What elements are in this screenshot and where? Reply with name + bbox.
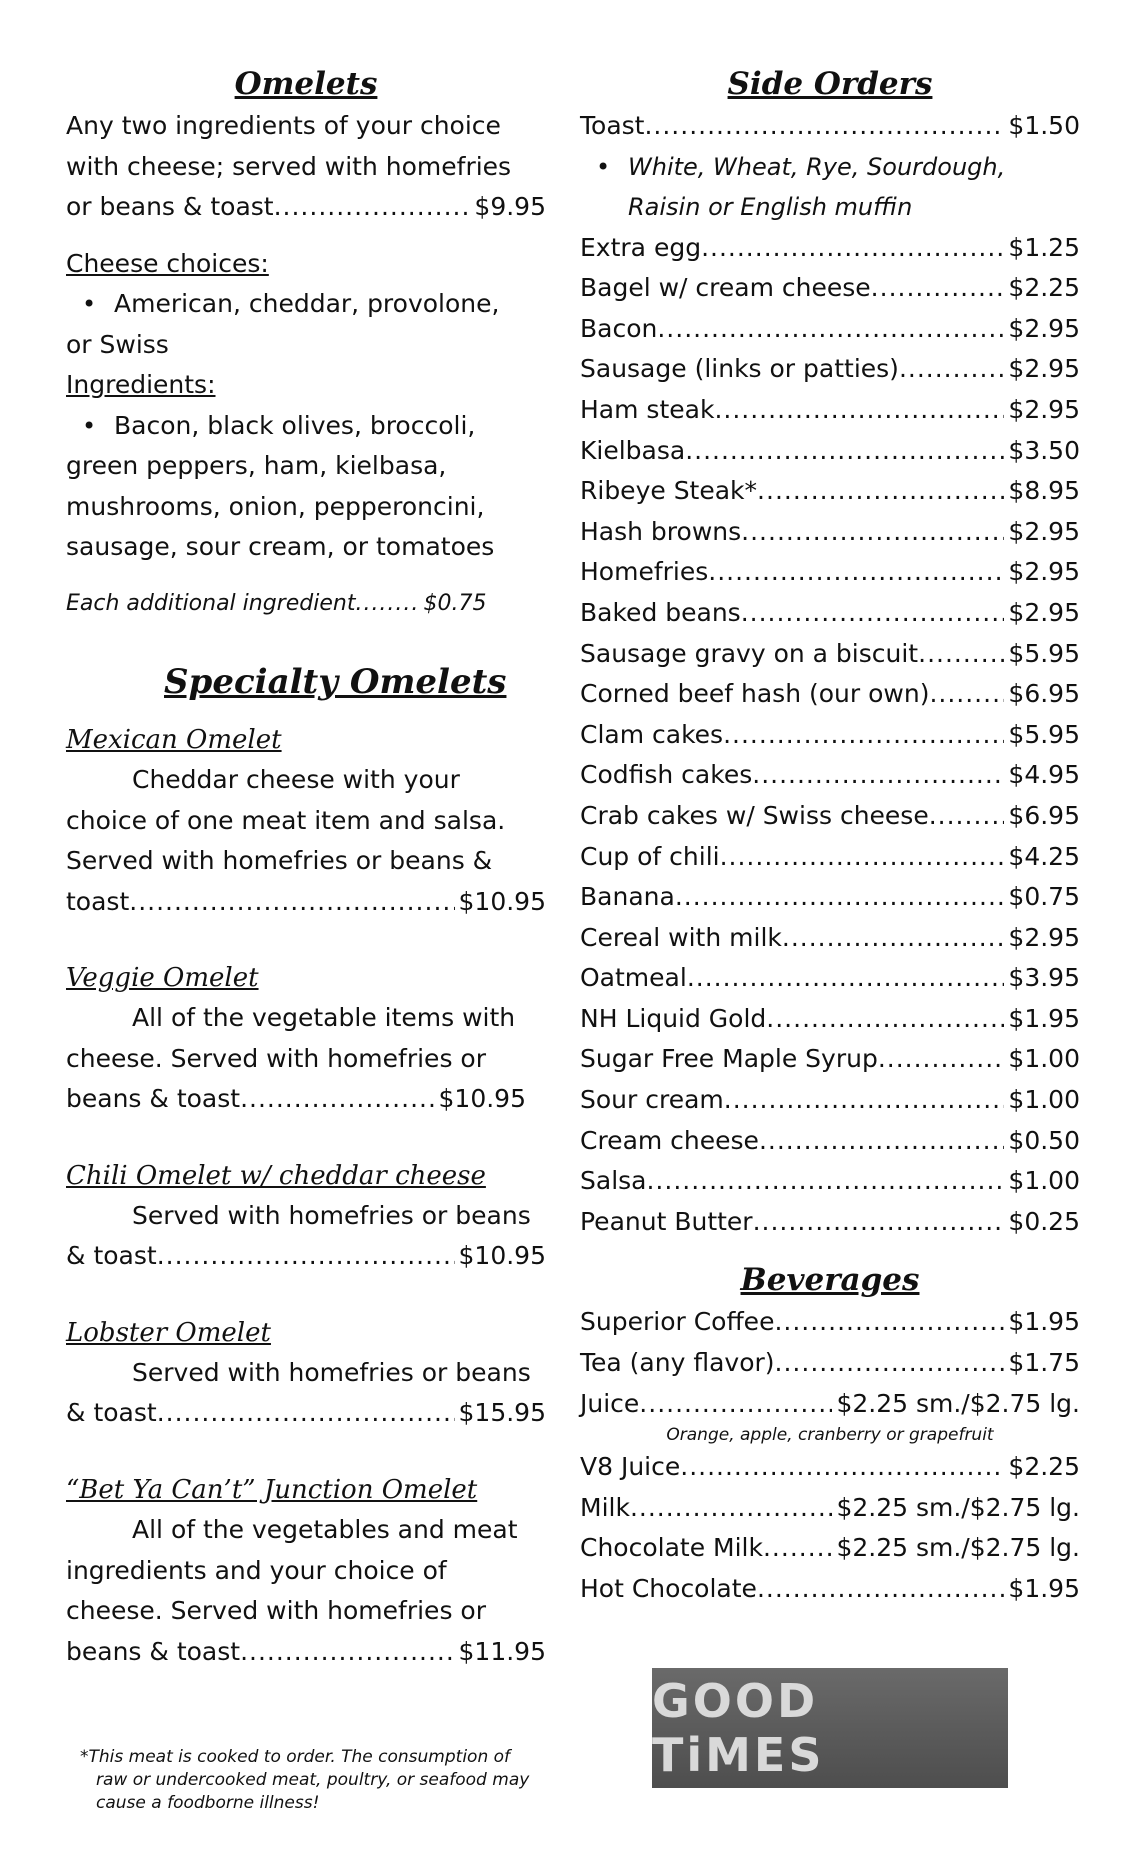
specialty-item-desc: choice of one meat item and salsa.	[66, 805, 506, 835]
side-order-price: $1.50	[1008, 111, 1080, 140]
menu-item-label: Peanut Butter	[580, 1206, 753, 1236]
menu-item-label: Sugar Free Maple Syrup	[580, 1044, 878, 1074]
ingredients-line: • Bacon, black olives, broccoli,	[66, 406, 546, 447]
menu-item-price: $2.95	[1008, 922, 1080, 952]
menu-item-label: Sausage (links or patties)	[580, 354, 899, 384]
leader-dots	[929, 674, 1004, 715]
specialty-price: $15.95	[458, 1398, 546, 1428]
menu-item-row	[580, 512, 1080, 553]
menu-item-label: Cup of chili	[580, 841, 720, 871]
cheese-choices-line: • American, cheddar, provolone,	[66, 284, 546, 325]
menu-item-price: $4.95	[1008, 760, 1080, 790]
juice-note: Orange, apple, cranberry or grapefruit	[666, 1425, 994, 1446]
menu-item-row	[580, 309, 1080, 350]
leader-dots	[759, 1121, 1004, 1162]
menu-item-row	[580, 674, 1080, 715]
menu-item-row	[580, 471, 1080, 512]
side-order-row	[580, 106, 1080, 147]
leader-dots	[657, 309, 1004, 350]
leader-dots	[630, 1488, 833, 1529]
menu-item-price: $0.75	[1008, 882, 1080, 912]
menu-item-row	[580, 1302, 1080, 1343]
menu-item-label: Salsa	[580, 1166, 647, 1196]
leader-dots	[723, 715, 1004, 756]
beverages-title: Beverages	[740, 1262, 920, 1299]
specialty-price-label: beans & toast	[66, 1636, 241, 1666]
leader-dots	[639, 1384, 832, 1425]
additional-ingredient-row	[66, 584, 546, 625]
menu-item-label: Chocolate Milk	[580, 1533, 763, 1563]
specialty-price-label: & toast	[66, 1398, 157, 1428]
menu-item-price: $1.00	[1008, 1085, 1080, 1115]
toast-types-line: Raisin or English muffin	[628, 193, 913, 222]
menu-item-label: Superior Coffee	[580, 1307, 775, 1337]
leader-dots	[899, 349, 1004, 390]
leader-dots	[708, 552, 1004, 593]
specialty-title: Specialty Omelets	[164, 662, 507, 703]
ingredients-line: sausage, sour cream, or tomatoes	[66, 532, 495, 562]
footnote-line: cause a foodborne illness!	[96, 1793, 320, 1813]
specialty-item-desc: Served with homefries or beans &	[66, 846, 493, 876]
menu-item-price: $0.50	[1008, 1125, 1080, 1155]
omelets-price: $9.95	[474, 192, 546, 221]
footnote-line: raw or undercooked meat, poultry, or seafood may	[96, 1770, 530, 1790]
menu-item-price: $2.95	[1008, 597, 1080, 627]
menu-item-price: $1.25	[1008, 232, 1080, 262]
leader-dots	[240, 1079, 434, 1120]
menu-item-label: Tea (any flavor)	[580, 1348, 775, 1378]
leader-dots	[714, 390, 1004, 431]
menu-item-row	[580, 796, 1080, 837]
good-times-sign-image	[652, 1668, 1008, 1788]
specialty-item-desc: cheese. Served with homefries or	[66, 1043, 486, 1073]
menu-item-label: Kielbasa	[580, 435, 686, 465]
toast-types-line: • White, Wheat, Rye, Sourdough,	[580, 147, 1080, 188]
specialty-price: $10.95	[458, 886, 546, 916]
menu-item-price: $5.95	[1008, 719, 1080, 749]
menu-item-row	[580, 1080, 1080, 1121]
specialty-item-desc: Cheddar cheese with your	[132, 765, 460, 795]
leader-dots	[646, 1161, 1004, 1202]
menu-item-row	[580, 1528, 1080, 1569]
specialty-item-desc: All of the vegetables and meat	[132, 1515, 518, 1545]
menu-item-row	[580, 1384, 1080, 1425]
menu-item-price: $2.25	[1008, 273, 1080, 303]
leader-dots	[753, 1202, 1005, 1243]
leader-dots	[724, 1080, 1005, 1121]
ingredients-heading: Ingredients:	[66, 370, 216, 400]
omelets-desc-line: with cheese; served with homefries	[66, 151, 512, 181]
menu-item-label: Extra egg	[580, 232, 702, 262]
leader-dots	[240, 1632, 454, 1673]
specialty-item-desc: ingredients and your choice of	[66, 1555, 447, 1585]
menu-item-row	[580, 1121, 1080, 1162]
food-safety-footnote	[80, 1746, 540, 1815]
menu-item-price: $4.25	[1008, 841, 1080, 871]
menu-item-label: Cereal with milk	[580, 922, 782, 952]
side-orders-list	[580, 228, 1080, 1243]
menu-item-price: $1.00	[1008, 1166, 1080, 1196]
menu-item-price: $6.95	[1008, 800, 1080, 830]
menu-item-row	[580, 1161, 1080, 1202]
menu-item-label: Milk	[580, 1492, 630, 1522]
leader-dots	[757, 1569, 1004, 1610]
specialty-price-row	[66, 1236, 546, 1277]
leader-dots	[644, 106, 1004, 147]
menu-item-price: $0.25	[1008, 1206, 1080, 1236]
menu-item-row	[580, 837, 1080, 878]
leader-dots	[157, 1236, 455, 1277]
footnote-line: *This meat is cooked to order. The consumption of	[80, 1747, 511, 1767]
specialty-price-row	[66, 1632, 546, 1673]
menu-item-label: Crab cakes w/ Swiss cheese	[580, 800, 929, 830]
leader-dots	[763, 1528, 832, 1569]
menu-item-row	[580, 755, 1080, 796]
menu-item-price: $1.75	[1008, 1348, 1080, 1378]
menu-item-price: $3.95	[1008, 963, 1080, 993]
menu-item-label: Corned beef hash (our own)	[580, 679, 930, 709]
menu-item-label: Homefries	[580, 557, 709, 587]
menu-item-price: $2.25 sm./$2.75 lg.	[836, 1388, 1080, 1418]
menu-item-price: $1.95	[1008, 1574, 1080, 1603]
menu-item-label: NH Liquid Gold	[580, 1003, 767, 1033]
menu-item-price: $5.95	[1008, 638, 1080, 668]
menu-item-row	[580, 918, 1080, 959]
menu-item-row	[580, 268, 1080, 309]
leader-dots	[274, 187, 471, 228]
menu-item-row	[580, 1488, 1080, 1529]
menu-item-row	[580, 1343, 1080, 1384]
leader-dots	[918, 634, 1004, 675]
menu-item-price: $2.95	[1008, 516, 1080, 546]
specialty-price: $11.95	[458, 1636, 546, 1666]
menu-item-label: Sour cream	[580, 1085, 724, 1115]
menu-item-label: Ham steak	[580, 394, 715, 424]
menu-item-price: $1.95	[1008, 1307, 1080, 1337]
menu-item-label: Oatmeal	[580, 963, 687, 993]
menu-item-row	[580, 349, 1080, 390]
menu-item-label: Baked beans	[580, 597, 741, 627]
leader-dots	[741, 593, 1005, 634]
beverages-list	[580, 1447, 1080, 1609]
menu-item-label: Codfish cakes	[580, 760, 753, 790]
specialty-item-name: Veggie Omelet	[66, 963, 259, 994]
leader-dots	[774, 1302, 1004, 1343]
menu-item-price: $3.50	[1008, 435, 1080, 465]
menu-item-price: $2.25 sm./$2.75 lg.	[836, 1533, 1080, 1563]
leader-dots	[929, 796, 1005, 837]
menu-item-row	[580, 958, 1080, 999]
specialty-price-row	[66, 1079, 526, 1120]
menu-item-price: $2.95	[1008, 394, 1080, 424]
specialty-item-desc: All of the vegetable items with	[132, 1003, 516, 1033]
leader-dots	[871, 268, 1005, 309]
menu-item-price: $2.25	[1008, 1452, 1080, 1482]
leader-dots	[782, 918, 1005, 959]
menu-item-label: Sausage gravy on a biscuit	[580, 638, 919, 668]
menu-item-price: $2.95	[1008, 313, 1080, 343]
leader-dots	[701, 228, 1004, 269]
right-column	[580, 62, 1080, 1610]
specialty-item-desc: cheese. Served with homefries or	[66, 1596, 486, 1626]
leader-dots	[129, 882, 454, 923]
ingredients-line: green peppers, ham, kielbasa,	[66, 451, 447, 481]
specialty-item-desc: Served with homefries or beans	[132, 1200, 531, 1230]
menu-item-price: $1.95	[1008, 1003, 1080, 1033]
leader-dots	[720, 837, 1005, 878]
leader-dots	[687, 958, 1005, 999]
menu-item-label: Hot Chocolate	[580, 1574, 757, 1603]
leader-dots	[775, 1343, 1005, 1384]
leader-dots	[878, 1039, 1005, 1080]
menu-item-price: $6.95	[1008, 679, 1080, 709]
leader-dots	[752, 755, 1004, 796]
leader-dots	[757, 471, 1004, 512]
additional-label: Each additional ingredient	[66, 590, 356, 616]
menu-item-label: V8 Juice	[580, 1452, 681, 1482]
leader-dots	[685, 431, 1004, 472]
menu-item-row	[580, 390, 1080, 431]
menu-item-row	[580, 431, 1080, 472]
specialty-price-label: & toast	[66, 1241, 157, 1271]
menu-item-row	[580, 1039, 1080, 1080]
leader-dots	[355, 584, 419, 625]
leader-dots	[157, 1393, 455, 1434]
beverages-list	[580, 1302, 1080, 1424]
menu-item-label: Bagel w/ cream cheese	[580, 273, 871, 303]
specialty-price-row	[66, 1393, 546, 1434]
sign-text: GOOD TiMES	[652, 1674, 825, 1782]
menu-item-row	[580, 715, 1080, 756]
specialty-item-name: Lobster Omelet	[66, 1317, 271, 1348]
omelets-price-label: or beans & toast	[66, 192, 274, 221]
specialty-item-desc: Served with homefries or beans	[132, 1357, 531, 1387]
menu-item-price: $8.95	[1008, 476, 1080, 506]
menu-item-price: $2.95	[1008, 354, 1080, 384]
menu-item-label: Banana	[580, 882, 675, 912]
ingredients-line: mushrooms, onion, pepperoncini,	[66, 491, 485, 521]
menu-item-row	[580, 552, 1080, 593]
menu-item-label: Hash browns	[580, 516, 742, 546]
menu-item-label: Bacon	[580, 313, 658, 343]
specialty-item-name: Mexican Omelet	[66, 725, 282, 756]
menu-item-label: Juice	[580, 1388, 640, 1418]
menu-item-label: Ribeye Steak*	[580, 476, 758, 506]
menu-item-row	[580, 1202, 1080, 1243]
specialty-price-label: toast	[66, 886, 130, 916]
cheese-choices-line: or Swiss	[66, 329, 169, 359]
specialty-price: $10.95	[458, 1241, 546, 1271]
menu-item-row	[580, 593, 1080, 634]
omelets-desc-line: Any two ingredients of your choice	[66, 111, 501, 140]
leader-dots	[680, 1447, 1004, 1488]
cheese-heading: Cheese choices:	[66, 248, 269, 278]
menu-item-label: Clam cakes	[580, 719, 724, 749]
left-column	[66, 62, 546, 1672]
menu-item-row	[580, 1569, 1080, 1610]
specialty-price-row	[66, 882, 546, 923]
specialty-price-label: beans & toast	[66, 1084, 241, 1114]
menu-item-row	[580, 634, 1080, 675]
specialty-price: $10.95	[438, 1084, 526, 1114]
menu-item-row	[580, 1447, 1080, 1488]
specialty-item-name: Chili Omelet w/ cheddar cheese	[66, 1160, 486, 1191]
menu-item-price: $2.25 sm./$2.75 lg.	[836, 1492, 1080, 1522]
menu-item-row	[580, 228, 1080, 269]
menu-item-label: Cream cheese	[580, 1125, 759, 1155]
menu-item-price: $1.00	[1008, 1044, 1080, 1074]
menu-item-row	[580, 999, 1080, 1040]
specialty-item-name: “Bet Ya Can’t” Junction Omelet	[66, 1475, 478, 1506]
omelets-title: Omelets	[234, 66, 378, 102]
leader-dots	[675, 877, 1005, 918]
side-order-label: Toast	[580, 111, 645, 140]
additional-price: $0.75	[423, 590, 487, 616]
leader-dots	[741, 512, 1004, 553]
side-orders-title: Side Orders	[727, 66, 933, 102]
menu-item-price: $2.95	[1008, 557, 1080, 587]
leader-dots	[766, 999, 1004, 1040]
omelets-price-row	[66, 187, 546, 228]
menu-item-row	[580, 877, 1080, 918]
